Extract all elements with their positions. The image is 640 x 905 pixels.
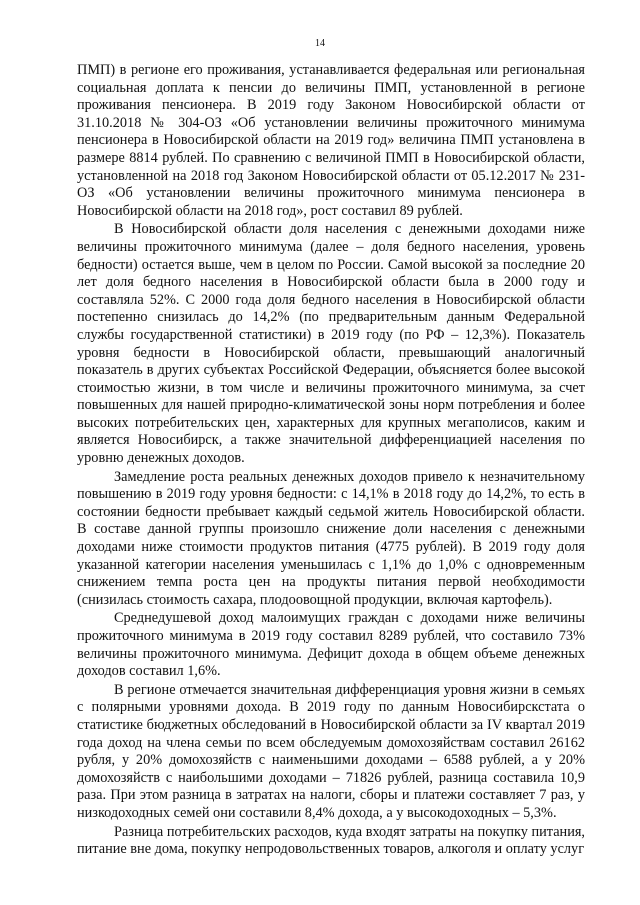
paragraph-poverty-increase: Замедление роста реальных денежных доходов привело к незначительному повышению в 2019 году уровня бедности: с 14,1% в 2018 году до 14,2%, то есть в состоянии бедности пребывает каждый седьмой житель Новосибирской области. В составе данной группы произошло снижение доли населения с денежными доходами ниже стоимости продуктов питания (4775 рублей). В 2019 году доля указанной категории населения уменьшилась с 1,1% до 1,0% с одновременным снижением темпа роста цен на продукты питания первой необходимости (снизилась стоимость сахара, плодоовощной продукции, включая картофель). (77, 468, 585, 608)
page-number: 14 (315, 38, 325, 49)
paragraph-poverty-share: В Новосибирской области доля населения с денежными доходами ниже величины прожиточного минимума (далее – доля бедного населения, уровень бедности) остается выше, чем в целом по России. Самой высокой за последние 20 лет доля бедного населения в Новосибирской области была в 2000 году и составляла 52%. С 2000 года доля бедного населения в Новосибирской области постепенно снизилась до 14,2% (по предварительным данным Федеральной службы государственной статистики) в 2019 году (по РФ – 12,3%). Показатель уровня бедности в Новосибирской области, превышающий аналогичный показатель в других субъектах Российской Федерации, объясняется более высокой стоимостью жизни, в том числе и величины прожиточного минимума, за счет повышенных для нашей природно-климатической зоны норм потребления и более высоких потребительских цен, характерных для крупных мегаполисов, каким и является Новосибирск, а также значительной дифференциацией населения по уровню денежных доходов. (77, 221, 585, 467)
paragraph-differentiation: В регионе отмечается значительная дифференциация уровня жизни в семьях с полярными уровнями дохода. В 2019 году по данным Новосибирскстата о статистике бюджетных обследований в Новосибирской области за IV квартал 2019 года доход на члена семьи по всем обследуемым домохозяйствам составил 26162 рубля, у 20% домохозяйств с наименьшими доходами – 6588 рублей, а у 20% домохозяйств с наибольшими доходами – 71826 рублей, разница составила 10,9 раза. При этом разница в затратах на налоги, сборы и платежи составляет 7 раз, у низкодоходных семей они составили 8,4% дохода, а у высокодоходных – 5,3%. (77, 681, 585, 821)
document-body (77, 62, 585, 860)
paragraph-continuation: ПМП) в регионе его проживания, устанавливается федеральная или региональная социальная доплата к пенсии до величины ПМП, установленной в регионе проживания пенсионера. В 2019 году Законом Новосибирской области от 31.10.2018 № 304-ОЗ «Об установлении величины прожиточного минимума пенсионера в Новосибирской области на 2019 год» величина ПМП установлена в размере 8814 рублей. По сравнению с величиной ПМП в Новосибирской области, установленной на 2018 год Законом Новосибирской области от 05.12.2017 № 231-ОЗ «Об установлении величины прожиточного минимума пенсионера в Новосибирской области на 2018 год», рост составил 89 рублей. (77, 62, 585, 219)
paragraph-consumer-spending: Разница потребительских расходов, куда входят затраты на покупку питания, питание вне дома, покупку непродовольственных товаров, алкоголя и оплату услуг (77, 823, 585, 858)
paragraph-average-income: Среднедушевой доход малоимущих граждан с доходами ниже величины прожиточного минимума в 2019 году составил 8289 рублей, что составило 73% величины прожиточного минимума. Дефицит дохода в общем объеме денежных доходов составил 1,6%. (77, 610, 585, 680)
